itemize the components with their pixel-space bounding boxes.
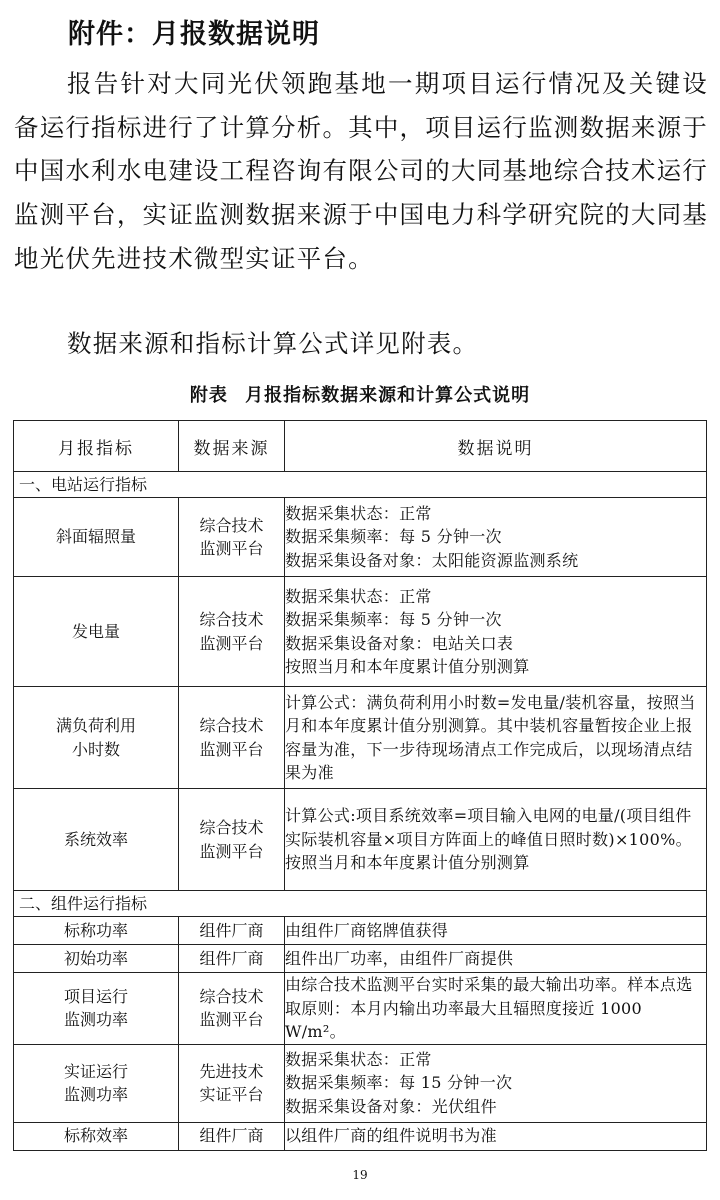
data-source-cell [179, 945, 285, 973]
cell-line: 系统效率 [63, 829, 128, 849]
cell-line: 组件厂商 [199, 920, 264, 940]
table-row [14, 917, 707, 945]
cell-line: 组件厂商 [199, 1126, 264, 1146]
data-source-cell [179, 917, 285, 945]
description-cell [285, 577, 707, 687]
data-source-cell [179, 577, 285, 687]
description-cell [285, 789, 707, 891]
cell-line: 监测平台 [199, 841, 264, 861]
table-row [14, 789, 707, 891]
cell-line: 数据采集状态：正常 [285, 1049, 432, 1069]
cell-line: 先进技术 [199, 1061, 264, 1081]
indicator-name-cell [14, 498, 179, 577]
indicator-name-cell [14, 1044, 179, 1122]
table-row [14, 1044, 707, 1122]
cell-line: 满负荷利用 [55, 716, 136, 735]
data-source-cell [179, 1044, 285, 1122]
description-cell [285, 498, 707, 577]
table-row [14, 687, 707, 789]
cell-line: 发电量 [71, 621, 120, 641]
indicator-name-cell [14, 917, 179, 945]
indicator-name-cell [14, 687, 179, 789]
description-cell [285, 1044, 707, 1122]
cell-line: 计算公式:项目系统效率=项目输入电网的电量/(项目组件实际装机容量×项目方阵面上的峰值日照时数)×100%。按照当月和本年度累计值分别测算 [285, 806, 692, 873]
cell-line: 数据采集状态：正常 [285, 503, 432, 523]
description-cell [285, 687, 707, 789]
table-row [14, 973, 707, 1045]
cell-line: 按照当月和本年度累计值分别测算 [285, 657, 530, 676]
page-number: 19 [352, 1168, 368, 1182]
indicator-table [13, 420, 707, 1151]
cell-line: 监测功率 [63, 1085, 128, 1104]
cell-line: 组件厂商 [199, 948, 264, 968]
indicator-name-cell [14, 973, 179, 1045]
data-source-cell [179, 498, 285, 577]
cell-line: 综合技术 [199, 818, 264, 837]
cell-line: 监测功率 [63, 1010, 128, 1030]
cell-line: 由组件厂商铭牌值获得 [285, 920, 449, 940]
section-row [14, 891, 707, 917]
cell-line: 斜面辐照量 [55, 527, 136, 547]
cell-line: 监测平台 [199, 1010, 264, 1030]
cell-line: 数据采集设备对象：电站关口表 [285, 633, 514, 653]
cell-line: 监测平台 [199, 739, 264, 759]
table-row [14, 577, 707, 687]
table-row [14, 945, 707, 973]
section-title: 二、组件运行指标 [14, 891, 707, 917]
description-cell [285, 973, 707, 1045]
header-indicator: 月报指标 [14, 421, 179, 472]
indicator-name-cell [14, 945, 179, 973]
header-description: 数据说明 [285, 421, 707, 472]
cell-line: 数据采集频率：每 5 分钟一次 [285, 527, 502, 547]
indicator-name-cell [14, 1122, 179, 1150]
cell-line: 综合技术 [199, 515, 264, 535]
description-cell [285, 945, 707, 973]
header-source: 数据来源 [179, 421, 285, 472]
page-heading: 附件：月报数据说明 [68, 19, 320, 50]
cell-line: 监测平台 [199, 539, 264, 558]
cell-line: 标称效率 [63, 1126, 128, 1146]
cell-line: 实证运行 [63, 1061, 128, 1081]
data-source-cell [179, 1122, 285, 1150]
cell-line: 实证平台 [199, 1085, 264, 1104]
cell-line: 组件出厂功率，由组件厂商提供 [285, 948, 514, 968]
cell-line: 数据采集频率：每 5 分钟一次 [285, 610, 502, 629]
cell-line: 数据采集状态：正常 [285, 586, 432, 606]
data-source-cell [179, 687, 285, 789]
data-source-cell [179, 789, 285, 891]
indicator-name-cell [14, 789, 179, 891]
table-row [14, 1122, 707, 1150]
cell-line: 综合技术 [199, 610, 264, 629]
table-header-row [14, 421, 707, 472]
section-row [14, 472, 707, 498]
cell-line: 项目运行 [63, 986, 128, 1006]
description-cell [285, 917, 707, 945]
section-title: 一、电站运行指标 [14, 472, 707, 498]
data-source-cell [179, 973, 285, 1045]
intro-paragraph: 报告针对大同光伏领跑基地一期项目运行情况及关键设备运行指标进行了计算分析。其中，项目运行监测数据来源于中国水利水电建设工程咨询有限公司的大同基地综合技术运行监测平台，实证监测数据来源于中国电力科学研究院的大同基地光伏先进技术微型实证平台。 [14, 69, 708, 273]
cell-line: 数据采集设备对象：光伏组件 [285, 1096, 497, 1116]
cell-line: 以组件厂商的组件说明书为准 [285, 1126, 497, 1146]
cell-line: 综合技术 [199, 716, 264, 735]
cell-line: 数据采集频率：每 15 分钟一次 [285, 1073, 513, 1093]
reference-paragraph: 数据来源和指标计算公式详见附表。 [67, 329, 479, 358]
cell-line: 初始功率 [63, 948, 128, 968]
cell-line: 监测平台 [199, 633, 264, 653]
cell-line: 数据采集设备对象：太阳能资源监测系统 [285, 550, 579, 570]
cell-line: 计算公式：满负荷利用小时数=发电量/装机容量，按照当月和本年度累计值分别测算。其中装机容量暂按企业上报容量为准，下一步待现场清点工作完成后，以现场清点结果为准 [285, 692, 696, 782]
cell-line: 小时数 [71, 739, 120, 759]
cell-line: 标称功率 [63, 920, 128, 940]
description-cell [285, 1122, 707, 1150]
table-caption: 附表 月报指标数据来源和计算公式说明 [189, 385, 531, 406]
cell-line: 综合技术 [199, 986, 264, 1006]
cell-line: 由综合技术监测平台实时采集的最大输出功率。样本点选取原则：本月内输出功率最大且辐照度接近 1000 W/m²。 [285, 975, 693, 1041]
indicator-name-cell [14, 577, 179, 687]
table-row [14, 498, 707, 577]
